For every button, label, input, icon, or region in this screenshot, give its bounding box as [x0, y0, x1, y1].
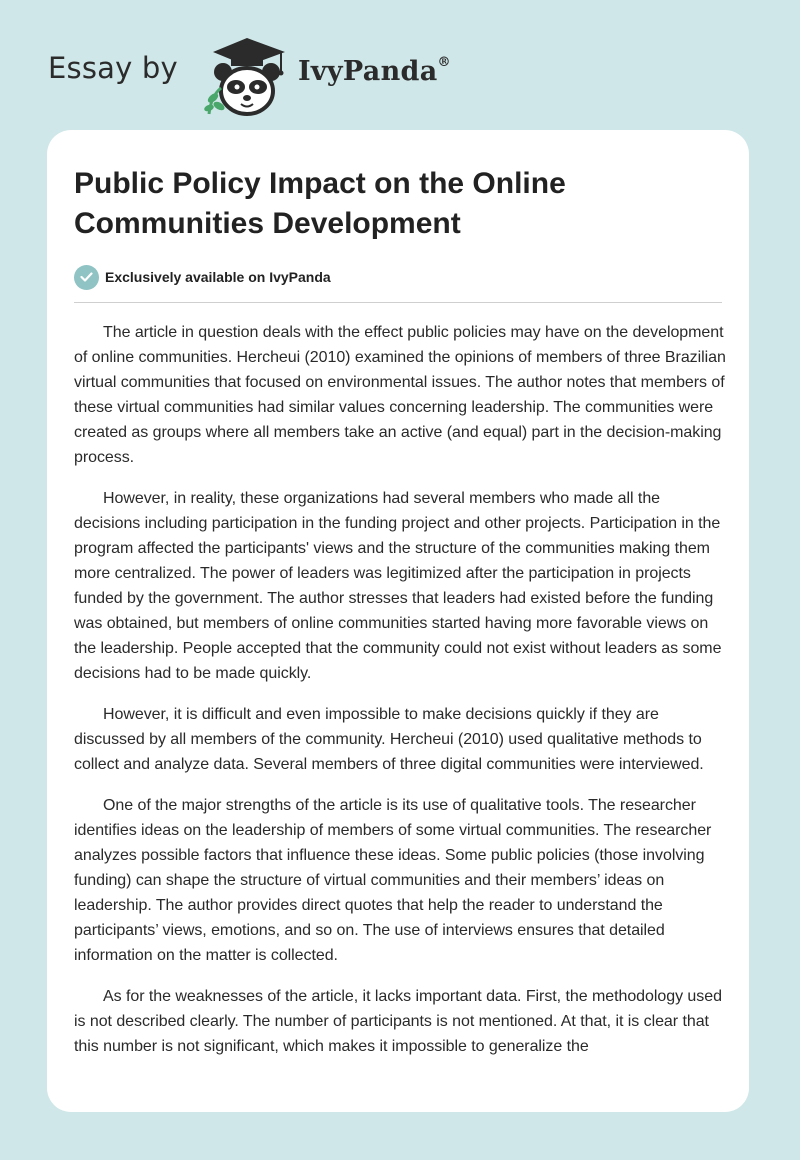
- paragraph: However, in reality, these organizations had several members who made all the decisions including participation in the funding project and other projects. Participation in the program affected the participants' views and the structure of the communities making them more centralized. The power of leaders was legitimized after the participation in projects funded by the government. The author stresses that leaders had existed before the funding was obtained, but members of online communities started having more favorable views on the leadership. People accepted that the community could not exist without leaders as some decisions had to be made quickly.: [74, 490, 722, 682]
- panda-graduate-icon[interactable]: [201, 36, 293, 118]
- registered-mark: ®: [437, 55, 451, 70]
- brand-name[interactable]: [298, 56, 451, 87]
- paragraph: The article in question deals with the effect public policies may have on the development of online communities. Hercheui (2010) examined the opinions of members of three Brazilian virtual communities that focused on environmental issues. The author notes that members of these virtual communities had similar values concerning leadership. The communities were created as groups where all members take an active (and equal) part in the decision-making process.: [74, 324, 726, 466]
- paragraph: However, it is difficult and even impossible to make decisions quickly if they are discussed by all members of the community. Hercheui (2010) used qualitative methods to collect and analyze data. Several members of three digital communities were interviewed.: [74, 706, 704, 773]
- paragraph: As for the weaknesses of the article, it lacks important data. First, the methodology used is not described clearly. The number of participants is not mentioned. At that, it is clear that this number is not significant, which makes it impossible to generalize the: [74, 988, 722, 1055]
- exclusive-badge: [74, 264, 331, 290]
- brand-label: IvyPanda: [298, 56, 438, 87]
- badge-label: Exclusively available on IvyPanda: [105, 269, 331, 285]
- site-header: [48, 28, 548, 118]
- paragraph: One of the major strengths of the article is its use of qualitative tools. The researcher identifies ideas on the leadership of members of some virtual communities. The researcher analyzes possible factors that influence these ideas. Some public policies (those involving funding) can shape the structure of virtual communities and their members’ ideas on leadership. The author provides direct quotes that help the reader to understand the participants’ views, emotions, and so on. The use of interviews ensures that detailed information on the matter is collected.: [74, 797, 712, 964]
- essay-by-label: Essay by: [48, 51, 178, 85]
- essay-card: [47, 130, 749, 1112]
- divider: [74, 302, 722, 303]
- check-icon: [74, 265, 99, 290]
- article-body: [74, 320, 730, 1075]
- page-title: Public Policy Impact on the Online Communities Development: [74, 167, 566, 240]
